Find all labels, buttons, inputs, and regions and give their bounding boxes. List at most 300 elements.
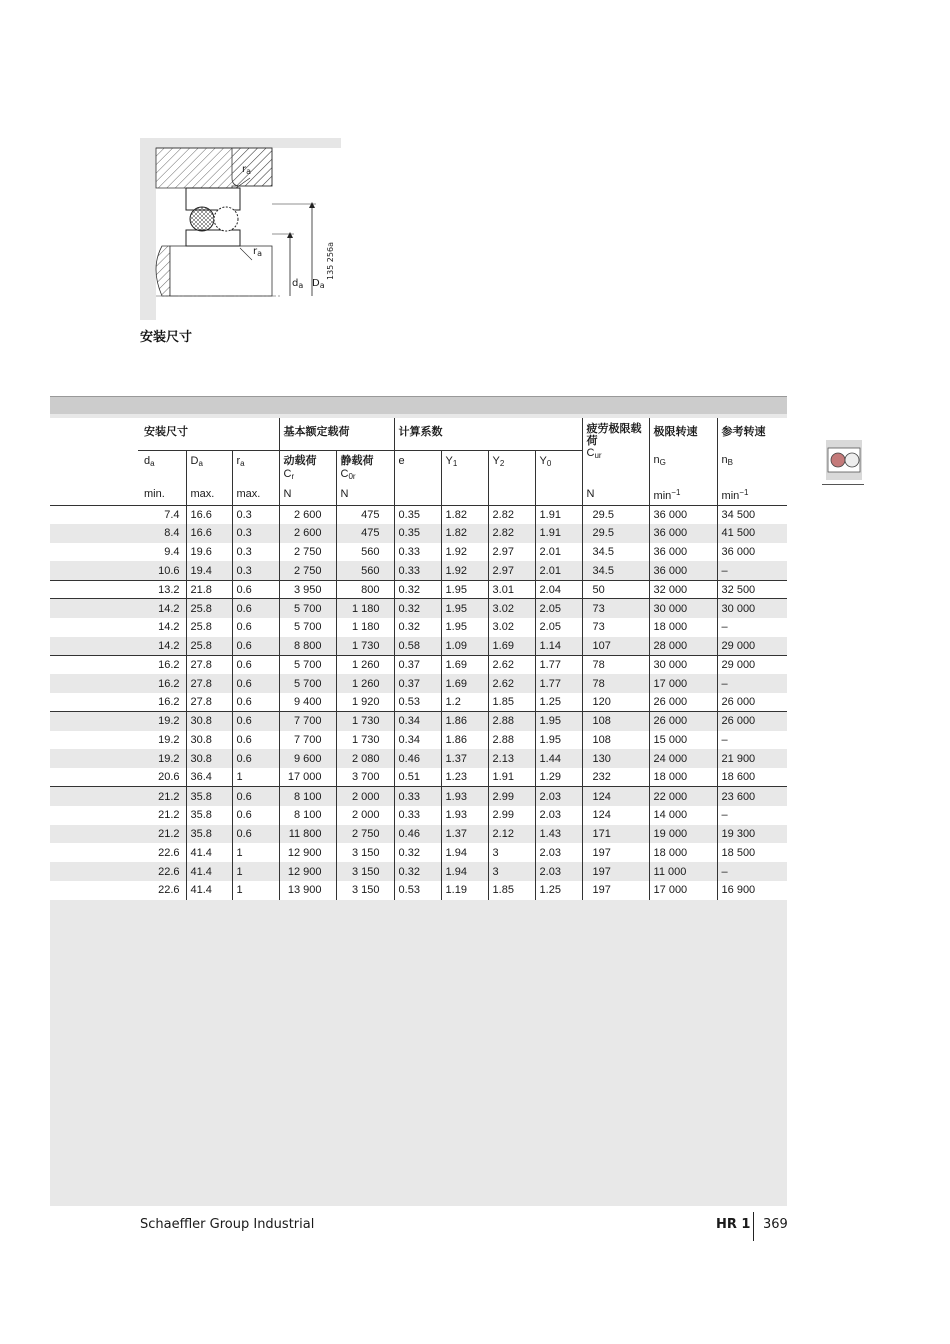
table-cell: 1 180: [336, 618, 394, 637]
table-cell: 2 600: [279, 505, 336, 524]
bearing-data-table: [50, 418, 787, 900]
table-row: [50, 655, 787, 674]
table-cell: 16.6: [186, 524, 232, 543]
unit-rpm: $\min^{-1}$: [717, 486, 787, 505]
table-row: [50, 637, 787, 656]
footer-company: Schaeffler Group Industrial: [140, 1217, 315, 1232]
table-cell: 1.44: [535, 749, 582, 768]
ra-lower-label: $r_a$: [253, 246, 263, 258]
table-cell: 23 600: [717, 787, 787, 806]
table-cell: 0.6: [232, 693, 279, 712]
table-cell: 0.6: [232, 825, 279, 844]
table-cell: 1.95: [441, 618, 488, 637]
table-cell: 36 000: [649, 524, 717, 543]
table-cell: 36 000: [649, 561, 717, 580]
header-mounting-dimensions: 安装尺寸: [138, 418, 279, 450]
unit-max: max.: [186, 486, 232, 505]
table-cell: 1.86: [441, 731, 488, 750]
table-cell: 0.37: [394, 655, 441, 674]
table-cell: 3 150: [336, 881, 394, 900]
table-cell: 41.4: [186, 843, 232, 862]
table-cell: 32 500: [717, 580, 787, 599]
table-cell: 1.85: [488, 693, 535, 712]
table-cell: 34.5: [582, 561, 649, 580]
table-cell: 1 730: [336, 637, 394, 656]
table-cell: 0.6: [232, 712, 279, 731]
table-cell: 19.6: [186, 543, 232, 562]
table-cell: 2.88: [488, 731, 535, 750]
bearing-section-diagram: [140, 138, 341, 320]
table-cell: 16.2: [138, 655, 186, 674]
table-cell: 108: [582, 731, 649, 750]
table-cell: 35.8: [186, 806, 232, 825]
table-cell: 2.04: [535, 580, 582, 599]
table-cell: 17 000: [279, 768, 336, 787]
table-cell: 26 000: [717, 712, 787, 731]
table-cell: 171: [582, 825, 649, 844]
table-cell: 2.03: [535, 787, 582, 806]
table-cell: 22 000: [649, 787, 717, 806]
table-cell: 73: [582, 599, 649, 618]
table-cell: 0.33: [394, 806, 441, 825]
mounting-dimensions-drawing: [140, 138, 341, 320]
table-cell: 35.8: [186, 825, 232, 844]
table-cell: 197: [582, 862, 649, 881]
drawing-caption: 安装尺寸: [140, 330, 193, 345]
table-cell: 3.02: [488, 618, 535, 637]
table-cell: 7.4: [138, 505, 186, 524]
table-cell: 14.2: [138, 618, 186, 637]
table-cell: 107: [582, 637, 649, 656]
table-cell: 0.34: [394, 712, 441, 731]
table-cell: 1 260: [336, 655, 394, 674]
table-cell: 1: [232, 881, 279, 900]
table-cell: 11 000: [649, 862, 717, 881]
header-dynamic-load: 动载荷 $C_r$: [279, 450, 336, 486]
table-cell: 9.4: [138, 543, 186, 562]
table-cell: 35.8: [186, 787, 232, 806]
table-cell: 26 000: [649, 712, 717, 731]
table-cell: 232: [582, 768, 649, 787]
table-cell: 22.6: [138, 843, 186, 862]
table-cell: 3.01: [488, 580, 535, 599]
table-cell: 2.99: [488, 806, 535, 825]
table-cell: –: [717, 618, 787, 637]
table-cell: 0.33: [394, 787, 441, 806]
header-fatigue-limit-load: 疲劳极限载荷 $C_{ur}$: [582, 418, 649, 486]
table-cell: 0.3: [232, 524, 279, 543]
table-cell: 8 100: [279, 806, 336, 825]
table-cell: 2.88: [488, 712, 535, 731]
table-cell: 0.6: [232, 637, 279, 656]
da-label: $d_a$: [292, 278, 304, 290]
header-Y2: $Y_2$: [488, 450, 535, 486]
table-cell: 1.92: [441, 543, 488, 562]
table-cell: 1.43: [535, 825, 582, 844]
table-cell: 1.77: [535, 674, 582, 693]
table-cell: 1 730: [336, 712, 394, 731]
table-cell: 2 750: [279, 543, 336, 562]
table-cell: 197: [582, 843, 649, 862]
table-cell: 18 600: [717, 768, 787, 787]
table-cell: 1 920: [336, 693, 394, 712]
table-cell: 29.5: [582, 524, 649, 543]
table-cell: 0.32: [394, 843, 441, 862]
table-cell: 18 000: [649, 768, 717, 787]
table-cell: 27.8: [186, 693, 232, 712]
table-cell: 0.3: [232, 543, 279, 562]
table-cell: 8.4: [138, 524, 186, 543]
table-cell: 0.33: [394, 543, 441, 562]
table-cell: 34.5: [582, 543, 649, 562]
table-cell: 21.2: [138, 787, 186, 806]
table-cell: 3 950: [279, 580, 336, 599]
table-row: [50, 543, 787, 562]
table-cell: 1.2: [441, 693, 488, 712]
table-cell: 30 000: [649, 599, 717, 618]
table-cell: 0.6: [232, 580, 279, 599]
table-cell: 560: [336, 561, 394, 580]
table-cell: 1.94: [441, 843, 488, 862]
table-cell: 1 730: [336, 731, 394, 750]
table-cell: 1.95: [535, 731, 582, 750]
table-title-band: [50, 396, 787, 414]
table-cell: 2.01: [535, 543, 582, 562]
header-nB: $n_B$: [717, 450, 787, 486]
table-row: [50, 881, 787, 900]
bearing-thumbnail-icon: [826, 440, 862, 480]
table-cell: 2.62: [488, 674, 535, 693]
table-cell: 5 700: [279, 655, 336, 674]
table-cell: 1.93: [441, 787, 488, 806]
table-cell: 36 000: [649, 543, 717, 562]
table-cell: 0.6: [232, 599, 279, 618]
table-cell: –: [717, 674, 787, 693]
table-cell: 30.8: [186, 712, 232, 731]
header-reference-speed: 参考转速: [717, 418, 787, 450]
table-cell: 7 700: [279, 731, 336, 750]
table-cell: 16.6: [186, 505, 232, 524]
table-cell: 21.8: [186, 580, 232, 599]
table-cell: 5 700: [279, 618, 336, 637]
table-cell: 800: [336, 580, 394, 599]
table-row: [50, 693, 787, 712]
table-row: [50, 599, 787, 618]
table-cell: 1.14: [535, 637, 582, 656]
table-cell: 26 000: [717, 693, 787, 712]
table-cell: 25.8: [186, 599, 232, 618]
table-cell: 1.82: [441, 524, 488, 543]
table-cell: 1.25: [535, 881, 582, 900]
table-cell: 1.29: [535, 768, 582, 787]
table-cell: 1.77: [535, 655, 582, 674]
table-cell: 2.82: [488, 524, 535, 543]
table-cell: 78: [582, 655, 649, 674]
table-cell: 1.37: [441, 825, 488, 844]
table-cell: 30.8: [186, 731, 232, 750]
table-cell: 124: [582, 787, 649, 806]
table-row: [50, 862, 787, 881]
table-cell: 1.95: [441, 599, 488, 618]
table-row: [50, 806, 787, 825]
table-cell: 1.37: [441, 749, 488, 768]
table-cell: 1.09: [441, 637, 488, 656]
table-cell: 120: [582, 693, 649, 712]
table-cell: 2.97: [488, 561, 535, 580]
table-cell: 22.6: [138, 881, 186, 900]
table-cell: 0.6: [232, 618, 279, 637]
table-row: [50, 561, 787, 580]
table-cell: 2.12: [488, 825, 535, 844]
unit-newton: N: [582, 486, 649, 505]
table-cell: 3: [488, 843, 535, 862]
table-cell: 25.8: [186, 618, 232, 637]
table-cell: 1.19: [441, 881, 488, 900]
table-cell: 0.46: [394, 825, 441, 844]
table-cell: 0.6: [232, 674, 279, 693]
table-cell: 1: [232, 862, 279, 881]
header-nG: $n_G$: [649, 450, 717, 486]
table-cell: 36.4: [186, 768, 232, 787]
table-cell: 0.51: [394, 768, 441, 787]
table-cell: 0.6: [232, 731, 279, 750]
table-cell: 1.94: [441, 862, 488, 881]
table-cell: 2.05: [535, 599, 582, 618]
table-cell: 2.05: [535, 618, 582, 637]
table-cell: 1.82: [441, 505, 488, 524]
table-cell: 1 180: [336, 599, 394, 618]
table-cell: 14.2: [138, 637, 186, 656]
header-basic-load-ratings: 基本额定载荷: [279, 418, 394, 450]
table-cell: 1.95: [441, 580, 488, 599]
table-cell: 3: [488, 862, 535, 881]
table-cell: 2.99: [488, 787, 535, 806]
table-cell: 50: [582, 580, 649, 599]
table-cell: 0.33: [394, 561, 441, 580]
table-cell: 19.2: [138, 712, 186, 731]
section-thumbnail: [826, 440, 862, 480]
table-cell: 0.32: [394, 618, 441, 637]
header-limiting-speed: 极限转速: [649, 418, 717, 450]
table-cell: 0.32: [394, 599, 441, 618]
header-Y0: $Y_0$: [535, 450, 582, 486]
table-cell: 0.32: [394, 580, 441, 599]
footer-section: HR 1: [716, 1217, 751, 1232]
table-cell: 73: [582, 618, 649, 637]
table-cell: 14.2: [138, 599, 186, 618]
table-cell: 0.53: [394, 881, 441, 900]
table-cell: 29 000: [717, 637, 787, 656]
table-cell: 1.25: [535, 693, 582, 712]
table-cell: 32 000: [649, 580, 717, 599]
table-cell: 1.23: [441, 768, 488, 787]
table-cell: 30 000: [649, 655, 717, 674]
table-row: [50, 524, 787, 543]
table-row: [50, 749, 787, 768]
table-cell: –: [717, 561, 787, 580]
Da-label: $D_a$: [312, 278, 325, 290]
table-row: [50, 712, 787, 731]
table-cell: 19.4: [186, 561, 232, 580]
table-cell: 1.93: [441, 806, 488, 825]
unit-newton: N: [279, 486, 336, 505]
footer-separator: [753, 1212, 754, 1241]
table-row: [50, 825, 787, 844]
table-cell: 2.62: [488, 655, 535, 674]
table-cell: 3 150: [336, 843, 394, 862]
table-cell: 1.85: [488, 881, 535, 900]
table-cell: 15 000: [649, 731, 717, 750]
table-cell: 41.4: [186, 862, 232, 881]
table-cell: 2.97: [488, 543, 535, 562]
table-cell: 24 000: [649, 749, 717, 768]
table-cell: 30 000: [717, 599, 787, 618]
table-row: [50, 580, 787, 599]
header-e: e: [394, 450, 441, 486]
table-cell: 3 700: [336, 768, 394, 787]
table-cell: 197: [582, 881, 649, 900]
table-cell: 475: [336, 505, 394, 524]
table-cell: 0.6: [232, 655, 279, 674]
header-da: $d_a$: [138, 450, 186, 486]
table-cell: 0.53: [394, 693, 441, 712]
unit-min: min.: [138, 486, 186, 505]
table-cell: 16.2: [138, 693, 186, 712]
header-static-load: 静载荷 $C_{0r}$: [336, 450, 394, 486]
table-cell: 2 750: [336, 825, 394, 844]
table-body: [50, 505, 787, 900]
table-cell: 5 700: [279, 674, 336, 693]
table-cell: 9 400: [279, 693, 336, 712]
table-cell: 7 700: [279, 712, 336, 731]
table-row: [50, 787, 787, 806]
table-cell: –: [717, 731, 787, 750]
table-cell: 1.69: [441, 655, 488, 674]
table-cell: 1: [232, 843, 279, 862]
table-cell: 19.2: [138, 731, 186, 750]
unit-rpm: $\min^{-1}$: [649, 486, 717, 505]
table-row: [50, 731, 787, 750]
table-cell: 0.6: [232, 806, 279, 825]
table-cell: 1.69: [441, 674, 488, 693]
table-cell: 2 000: [336, 787, 394, 806]
table-cell: 2 000: [336, 806, 394, 825]
table-cell: 0.6: [232, 787, 279, 806]
table-cell: 0.34: [394, 731, 441, 750]
table-cell: 2.03: [535, 806, 582, 825]
table-cell: 21.2: [138, 825, 186, 844]
table-cell: 36 000: [649, 505, 717, 524]
drawing-id: 135 256a: [326, 242, 335, 280]
table-cell: 30.8: [186, 749, 232, 768]
table-cell: 0.32: [394, 862, 441, 881]
table-cell: 2 600: [279, 524, 336, 543]
table-row: [50, 618, 787, 637]
table-cell: 27.8: [186, 674, 232, 693]
table-cell: 14 000: [649, 806, 717, 825]
table-cell: 11 800: [279, 825, 336, 844]
table-cell: 27.8: [186, 655, 232, 674]
table-cell: 17 000: [649, 674, 717, 693]
table-cell: 26 000: [649, 693, 717, 712]
unit-newton: N: [336, 486, 394, 505]
table-cell: 475: [336, 524, 394, 543]
table-cell: 1.91: [535, 505, 582, 524]
table-cell: 22.6: [138, 862, 186, 881]
table-cell: 0.35: [394, 524, 441, 543]
table-cell: 1.86: [441, 712, 488, 731]
table-cell: 10.6: [138, 561, 186, 580]
table-cell: 12 900: [279, 843, 336, 862]
table-cell: 21 900: [717, 749, 787, 768]
table-cell: 25.8: [186, 637, 232, 656]
table-cell: 2.03: [535, 843, 582, 862]
table-cell: 2.13: [488, 749, 535, 768]
table-cell: 0.6: [232, 749, 279, 768]
table-cell: 0.37: [394, 674, 441, 693]
table-cell: 560: [336, 543, 394, 562]
table-row: [50, 768, 787, 787]
table-cell: 12 900: [279, 862, 336, 881]
table-cell: 19 300: [717, 825, 787, 844]
table-cell: 29 000: [717, 655, 787, 674]
table-cell: 2 080: [336, 749, 394, 768]
unit-max: max.: [232, 486, 279, 505]
table-cell: 29.5: [582, 505, 649, 524]
table-cell: 9 600: [279, 749, 336, 768]
table-cell: 28 000: [649, 637, 717, 656]
header-ra: $r_a$: [232, 450, 279, 486]
table-cell: 18 500: [717, 843, 787, 862]
table-row: [50, 505, 787, 524]
table-cell: 19 000: [649, 825, 717, 844]
ra-upper-label: $r_a$: [242, 164, 252, 176]
table-cell: 19.2: [138, 749, 186, 768]
table-cell: 13.2: [138, 580, 186, 599]
table-cell: 1.91: [535, 524, 582, 543]
table-cell: 2.03: [535, 862, 582, 881]
table-cell: 1 260: [336, 674, 394, 693]
table-cell: 3 150: [336, 862, 394, 881]
page-number: 369: [763, 1217, 788, 1232]
table-cell: 16.2: [138, 674, 186, 693]
table-cell: 17 000: [649, 881, 717, 900]
table-cell: 2.01: [535, 561, 582, 580]
table-cell: 2 750: [279, 561, 336, 580]
table-cell: 8 800: [279, 637, 336, 656]
header-Y1: $Y_1$: [441, 450, 488, 486]
header-Da: $D_a$: [186, 450, 232, 486]
table-cell: 34 500: [717, 505, 787, 524]
table-cell: 18 000: [649, 618, 717, 637]
table-cell: 1.69: [488, 637, 535, 656]
table-cell: 18 000: [649, 843, 717, 862]
table-cell: 108: [582, 712, 649, 731]
table-cell: 41 500: [717, 524, 787, 543]
table-row: [50, 843, 787, 862]
table-cell: 0.46: [394, 749, 441, 768]
table-cell: 20.6: [138, 768, 186, 787]
table-cell: –: [717, 806, 787, 825]
header-calculation-factors: 计算系数: [394, 418, 582, 450]
table-cell: 1.95: [535, 712, 582, 731]
table-cell: 130: [582, 749, 649, 768]
table-cell: 1.91: [488, 768, 535, 787]
table-cell: –: [717, 862, 787, 881]
table-cell: 2.82: [488, 505, 535, 524]
table-cell: 0.35: [394, 505, 441, 524]
table-cell: 0.3: [232, 561, 279, 580]
